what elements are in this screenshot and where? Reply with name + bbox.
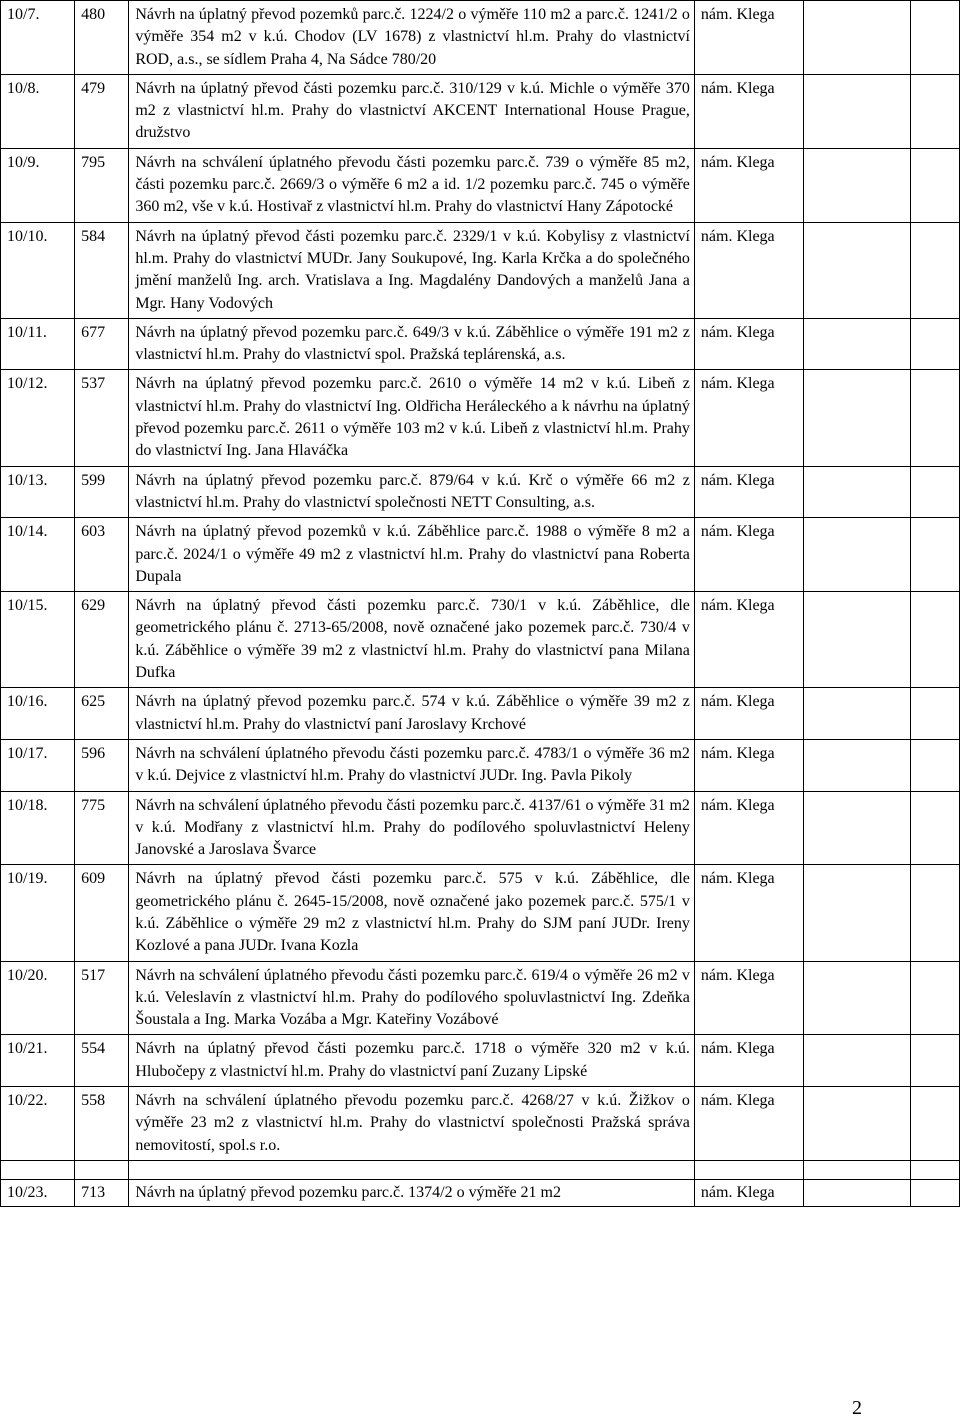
item-description: Návrh na úplatný převod části pozemku parc.č. 575 v k.ú. Záběhlice, dle geometrického plánu č. 2645-15/2008, nově označené jako pozemek parc.č. 575/1 v k.ú. Záběhlice o výměře 29 m2 z vlastnictví hl.m. Prahy do SJM paní JUDr. Ireny Kozlové a pana JUDr. Ivana Kozla: [129, 865, 695, 961]
document-number: 596: [75, 739, 129, 791]
item-description: Návrh na schválení úplatného převodu části pozemku parc.č. 4783/1 o výměře 36 m2 v k.ú. Dejvice z vlastnictví hl.m. Prahy do vlastnictví JUDr. Ing. Pavla Pikoly: [129, 739, 695, 791]
empty-cell: [910, 466, 959, 518]
item-number: 10/15.: [1, 592, 75, 688]
document-number: 558: [75, 1087, 129, 1161]
item-number: 10/17.: [1, 739, 75, 791]
spacer-cell: [910, 1160, 959, 1179]
document-number: 480: [75, 1, 129, 75]
table-row: [1, 318, 960, 370]
item-description: Návrh na schválení úplatného převodu části pozemku parc.č. 4137/61 o výměře 31 m2 v k.ú. Modřany z vlastnictví hl.m. Prahy do podílového spoluvlastnictví Heleny Janovské a Jaroslava Švarce: [129, 791, 695, 865]
item-number: 10/12.: [1, 370, 75, 466]
table-row: [1, 148, 960, 222]
presenter: nám. Klega: [694, 518, 804, 592]
item-number: 10/14.: [1, 518, 75, 592]
spacer-cell: [1, 1160, 75, 1179]
item-number: 10/10.: [1, 222, 75, 318]
empty-cell: [910, 961, 959, 1035]
document-number: 713: [75, 1179, 129, 1206]
document-number: 554: [75, 1035, 129, 1087]
item-number: 10/8.: [1, 74, 75, 148]
empty-cell: [804, 1087, 910, 1161]
table-row: [1, 1, 960, 75]
presenter: nám. Klega: [694, 865, 804, 961]
empty-cell: [804, 148, 910, 222]
item-description: Návrh na úplatný převod pozemku parc.č. 2610 o výměře 14 m2 v k.ú. Libeň z vlastnictví hl.m. Prahy do vlastnictví Ing. Oldřicha Heráleckého a k návrhu na úplatný převod pozemku parc.č. 2611 o výměře 103 m2 v k.ú. Libeň z vlastnictví hl.m. Prahy do vlastnictví Ing. Jana Hlaváčka: [129, 370, 695, 466]
item-number: 10/23.: [1, 1179, 75, 1206]
table-row: [1, 466, 960, 518]
spacer-row: [1, 1160, 960, 1179]
empty-cell: [804, 466, 910, 518]
empty-cell: [804, 739, 910, 791]
empty-cell: [804, 961, 910, 1035]
empty-cell: [804, 318, 910, 370]
item-number: 10/20.: [1, 961, 75, 1035]
empty-cell: [910, 592, 959, 688]
item-description: Návrh na úplatný převod části pozemku parc.č. 730/1 v k.ú. Záběhlice, dle geometrického plánu č. 2713-65/2008, nově označené jako pozemek parc.č. 730/4 v k.ú. Záběhlice o výměře 39 m2 z vlastnictví hl.m. Prahy do vlastnictví pana Milana Dufka: [129, 592, 695, 688]
document-number: 629: [75, 592, 129, 688]
empty-cell: [804, 791, 910, 865]
table-row: [1, 222, 960, 318]
item-number: 10/21.: [1, 1035, 75, 1087]
table-row: [1, 1035, 960, 1087]
item-description: Návrh na úplatný převod části pozemku parc.č. 2329/1 v k.ú. Kobylisy z vlastnictví hl.m. Prahy do vlastnictví MUDr. Jany Soukupové, Ing. Karla Krčka a do společného jmění manželů Ing. arch. Vratislava a Ing. Magdalény Dandových a manželů Jana a Mgr. Hany Vodových: [129, 222, 695, 318]
presenter: nám. Klega: [694, 74, 804, 148]
presenter: nám. Klega: [694, 466, 804, 518]
table-row: [1, 370, 960, 466]
document-number: 775: [75, 791, 129, 865]
empty-cell: [804, 74, 910, 148]
empty-cell: [804, 865, 910, 961]
item-number: 10/19.: [1, 865, 75, 961]
document-number: 599: [75, 466, 129, 518]
document-number: 584: [75, 222, 129, 318]
document-number: 609: [75, 865, 129, 961]
empty-cell: [804, 1179, 910, 1206]
empty-cell: [910, 1179, 959, 1206]
presenter: nám. Klega: [694, 739, 804, 791]
item-description: Návrh na schválení úplatného převodu části pozemku parc.č. 739 o výměře 85 m2, části pozemku parc.č. 2669/3 o výměře 6 m2 a id. 1/2 pozemku parc.č. 745 o výměře 360 m2, vše v k.ú. Hostivař z vlastnictví hl.m. Prahy do vlastnictví Hany Zápotocké: [129, 148, 695, 222]
spacer-cell: [804, 1160, 910, 1179]
empty-cell: [910, 222, 959, 318]
item-description: Návrh na úplatný převod pozemku parc.č. 879/64 v k.ú. Krč o výměře 66 m2 z vlastnictví hl.m. Prahy do vlastnictví společnosti NETT Consulting, a.s.: [129, 466, 695, 518]
empty-cell: [910, 148, 959, 222]
item-description: Návrh na úplatný převod části pozemku parc.č. 310/129 v k.ú. Michle o výměře 370 m2 z vlastnictví hl.m. Prahy do vlastnictví AKCENT International House Prague, družstvo: [129, 74, 695, 148]
item-description: Návrh na úplatný převod pozemku parc.č. 1374/2 o výměře 21 m2: [129, 1179, 695, 1206]
empty-cell: [804, 1035, 910, 1087]
spacer-cell: [129, 1160, 695, 1179]
item-description: Návrh na úplatný převod pozemku parc.č. 574 v k.ú. Záběhlice o výměře 39 m2 z vlastnictví hl.m. Prahy do vlastnictví paní Jaroslavy Krchové: [129, 688, 695, 740]
item-description: Návrh na úplatný převod pozemků parc.č. 1224/2 o výměře 110 m2 a parc.č. 1241/2 o výměře 354 m2 v k.ú. Chodov (LV 1678) z vlastnictví hl.m. Prahy do vlastnictví ROD, a.s., se sídlem Praha 4, Na Sádce 780/20: [129, 1, 695, 75]
item-number: 10/7.: [1, 1, 75, 75]
presenter: nám. Klega: [694, 370, 804, 466]
agenda-rows: [1, 1, 960, 1207]
table-row: [1, 791, 960, 865]
empty-cell: [804, 592, 910, 688]
presenter: nám. Klega: [694, 1035, 804, 1087]
empty-cell: [910, 1, 959, 75]
empty-cell: [804, 688, 910, 740]
item-number: 10/9.: [1, 148, 75, 222]
presenter: nám. Klega: [694, 592, 804, 688]
table-row: [1, 739, 960, 791]
table-row: [1, 1179, 960, 1206]
item-description: Návrh na úplatný převod pozemků v k.ú. Záběhlice parc.č. 1988 o výměře 8 m2 a parc.č. 2024/1 o výměře 49 m2 z vlastnictví hl.m. Prahy do vlastnictví pana Roberta Dupala: [129, 518, 695, 592]
empty-cell: [910, 865, 959, 961]
empty-cell: [910, 370, 959, 466]
presenter: nám. Klega: [694, 791, 804, 865]
presenter: nám. Klega: [694, 961, 804, 1035]
item-number: 10/11.: [1, 318, 75, 370]
document-number: 537: [75, 370, 129, 466]
presenter: nám. Klega: [694, 148, 804, 222]
table-row: [1, 74, 960, 148]
table-row: [1, 518, 960, 592]
presenter: nám. Klega: [694, 1087, 804, 1161]
document-number: 677: [75, 318, 129, 370]
item-number: 10/18.: [1, 791, 75, 865]
item-number: 10/22.: [1, 1087, 75, 1161]
table-row: [1, 1087, 960, 1161]
item-description: Návrh na úplatný převod pozemku parc.č. 649/3 v k.ú. Záběhlice o výměře 191 m2 z vlastnictví hl.m. Prahy do vlastnictví spol. Pražská teplárenská, a.s.: [129, 318, 695, 370]
empty-cell: [910, 518, 959, 592]
item-description: Návrh na schválení úplatného převodu části pozemku parc.č. 619/4 o výměře 26 m2 v k.ú. Veleslavín z vlastnictví hl.m. Prahy do podílového spoluvlastnictví Ing. Zdeňka Šoustala a Ing. Marka Vozába a Mgr. Kateřiny Vozábové: [129, 961, 695, 1035]
table-row: [1, 592, 960, 688]
item-description: Návrh na úplatný převod části pozemku parc.č. 1718 o výměře 320 m2 v k.ú. Hlubočepy z vlastnictví hl.m. Prahy do vlastnictví paní Zuzany Lipské: [129, 1035, 695, 1087]
document-number: 479: [75, 74, 129, 148]
empty-cell: [910, 1035, 959, 1087]
item-number: 10/16.: [1, 688, 75, 740]
empty-cell: [910, 74, 959, 148]
spacer-cell: [694, 1160, 804, 1179]
table-row: [1, 865, 960, 961]
item-number: 10/13.: [1, 466, 75, 518]
document-number: 517: [75, 961, 129, 1035]
document-number: 603: [75, 518, 129, 592]
empty-cell: [804, 370, 910, 466]
empty-cell: [910, 318, 959, 370]
empty-cell: [804, 222, 910, 318]
spacer-cell: [75, 1160, 129, 1179]
empty-cell: [910, 1087, 959, 1161]
presenter: nám. Klega: [694, 222, 804, 318]
document-number: 625: [75, 688, 129, 740]
presenter: nám. Klega: [694, 688, 804, 740]
document-number: 795: [75, 148, 129, 222]
presenter: nám. Klega: [694, 1, 804, 75]
empty-cell: [804, 1, 910, 75]
empty-cell: [804, 518, 910, 592]
empty-cell: [910, 791, 959, 865]
presenter: nám. Klega: [694, 318, 804, 370]
table-row: [1, 961, 960, 1035]
table-row: [1, 688, 960, 740]
item-description: Návrh na schválení úplatného převodu pozemku parc.č. 4268/27 v k.ú. Žižkov o výměře 23 m2 z vlastnictví hl.m. Prahy do vlastnictví společnosti Pražská správa nemovitostí, spol.s r.o.: [129, 1087, 695, 1161]
empty-cell: [910, 688, 959, 740]
presenter: nám. Klega: [694, 1179, 804, 1206]
page-number: 2: [852, 1397, 862, 1419]
empty-cell: [910, 739, 959, 791]
